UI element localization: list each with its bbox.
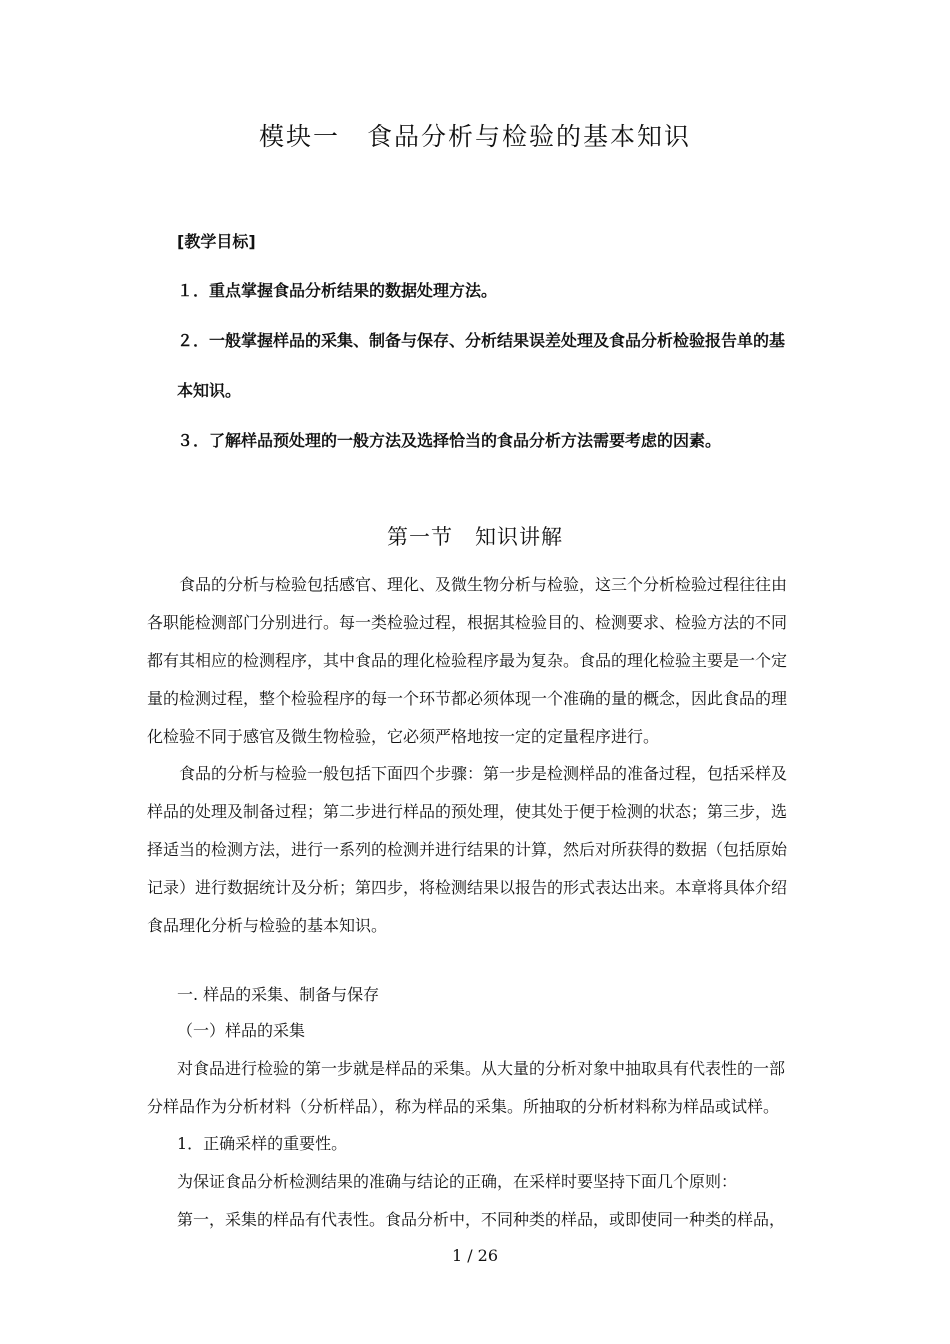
paragraph-5: 第一，采集的样品有代表性。食品分析中，不同种类的样品，或即使同一种类的样品，	[177, 1210, 786, 1229]
paragraph-line: 记录）进行数据统计及分析；第四步，将检测结果以报告的形式表达出来。本章将具体介绍	[147, 878, 788, 897]
objective-item-3: ３．了解样品预处理的一般方法及选择恰当的食品分析方法需要考虑的因素。	[177, 431, 722, 450]
page-number: 1 / 26	[451, 1246, 499, 1265]
document-title: 模块一 食品分析与检验的基本知识	[258, 122, 691, 151]
subheading-sample-collection: （一）样品的采集	[177, 1021, 306, 1040]
objectives-heading: [教学目标]	[177, 232, 256, 251]
paragraph-4: 为保证食品分析检测结果的准确与结论的正确，在采样时要坚持下面几个原则：	[177, 1172, 738, 1191]
item-importance-of-sampling: 1．正确采样的重要性。	[177, 1134, 348, 1153]
paragraph-line: 食品理化分析与检验的基本知识。	[147, 916, 388, 935]
paragraph-1	[147, 566, 807, 756]
paragraph-line: 食品的分析与检验一般包括下面四个步骤：第一步是检测样品的准备过程，包括采样及	[147, 764, 788, 783]
paragraph-3-line-2: 分样品作为分析材料（分析样品），称为样品的采集。所抽取的分析材料称为样品或试样。	[147, 1097, 780, 1116]
objective-item-2: ２．一般掌握样品的采集、制备与保存、分析结果误差处理及食品分析检验报告单的基	[177, 331, 786, 350]
paragraph-line: 化检验不同于感官及微生物检验，它必须严格地按一定的定量程序进行。	[147, 727, 660, 746]
paragraph-line: 量的检测过程，整个检验程序的每一个环节都必须体现一个准确的量的概念，因此食品的理	[147, 689, 788, 708]
section-title: 第一节 知识讲解	[387, 525, 563, 549]
paragraph-line: 择适当的检测方法，进行一系列的检测并进行结果的计算，然后对所获得的数据（包括原始	[147, 840, 788, 859]
paragraph-line: 样品的处理及制备过程；第二步进行样品的预处理，使其处于便于检测的状态；第三步，选	[147, 802, 788, 821]
paragraph-line: 各职能检测部门分别进行。每一类检验过程，根据其检验目的、检测要求、检验方法的不同	[147, 613, 788, 632]
paragraph-3-line-1: 对食品进行检验的第一步就是样品的采集。从大量的分析对象中抽取具有代表性的一部	[177, 1059, 786, 1078]
objective-item-2-continued: 本知识。	[177, 381, 242, 400]
objective-item-1: １．重点掌握食品分析结果的数据处理方法。	[177, 281, 498, 300]
paragraph-line: 都有其相应的检测程序，其中食品的理化检验程序最为复杂。食品的理化检验主要是一个定	[147, 651, 788, 670]
paragraph-line: 食品的分析与检验包括感官、理化、及微生物分析与检验，这三个分析检验过程往往由	[147, 575, 788, 594]
paragraph-2	[147, 755, 807, 945]
heading-sample-collection: 一. 样品的采集、制备与保存	[177, 985, 380, 1004]
